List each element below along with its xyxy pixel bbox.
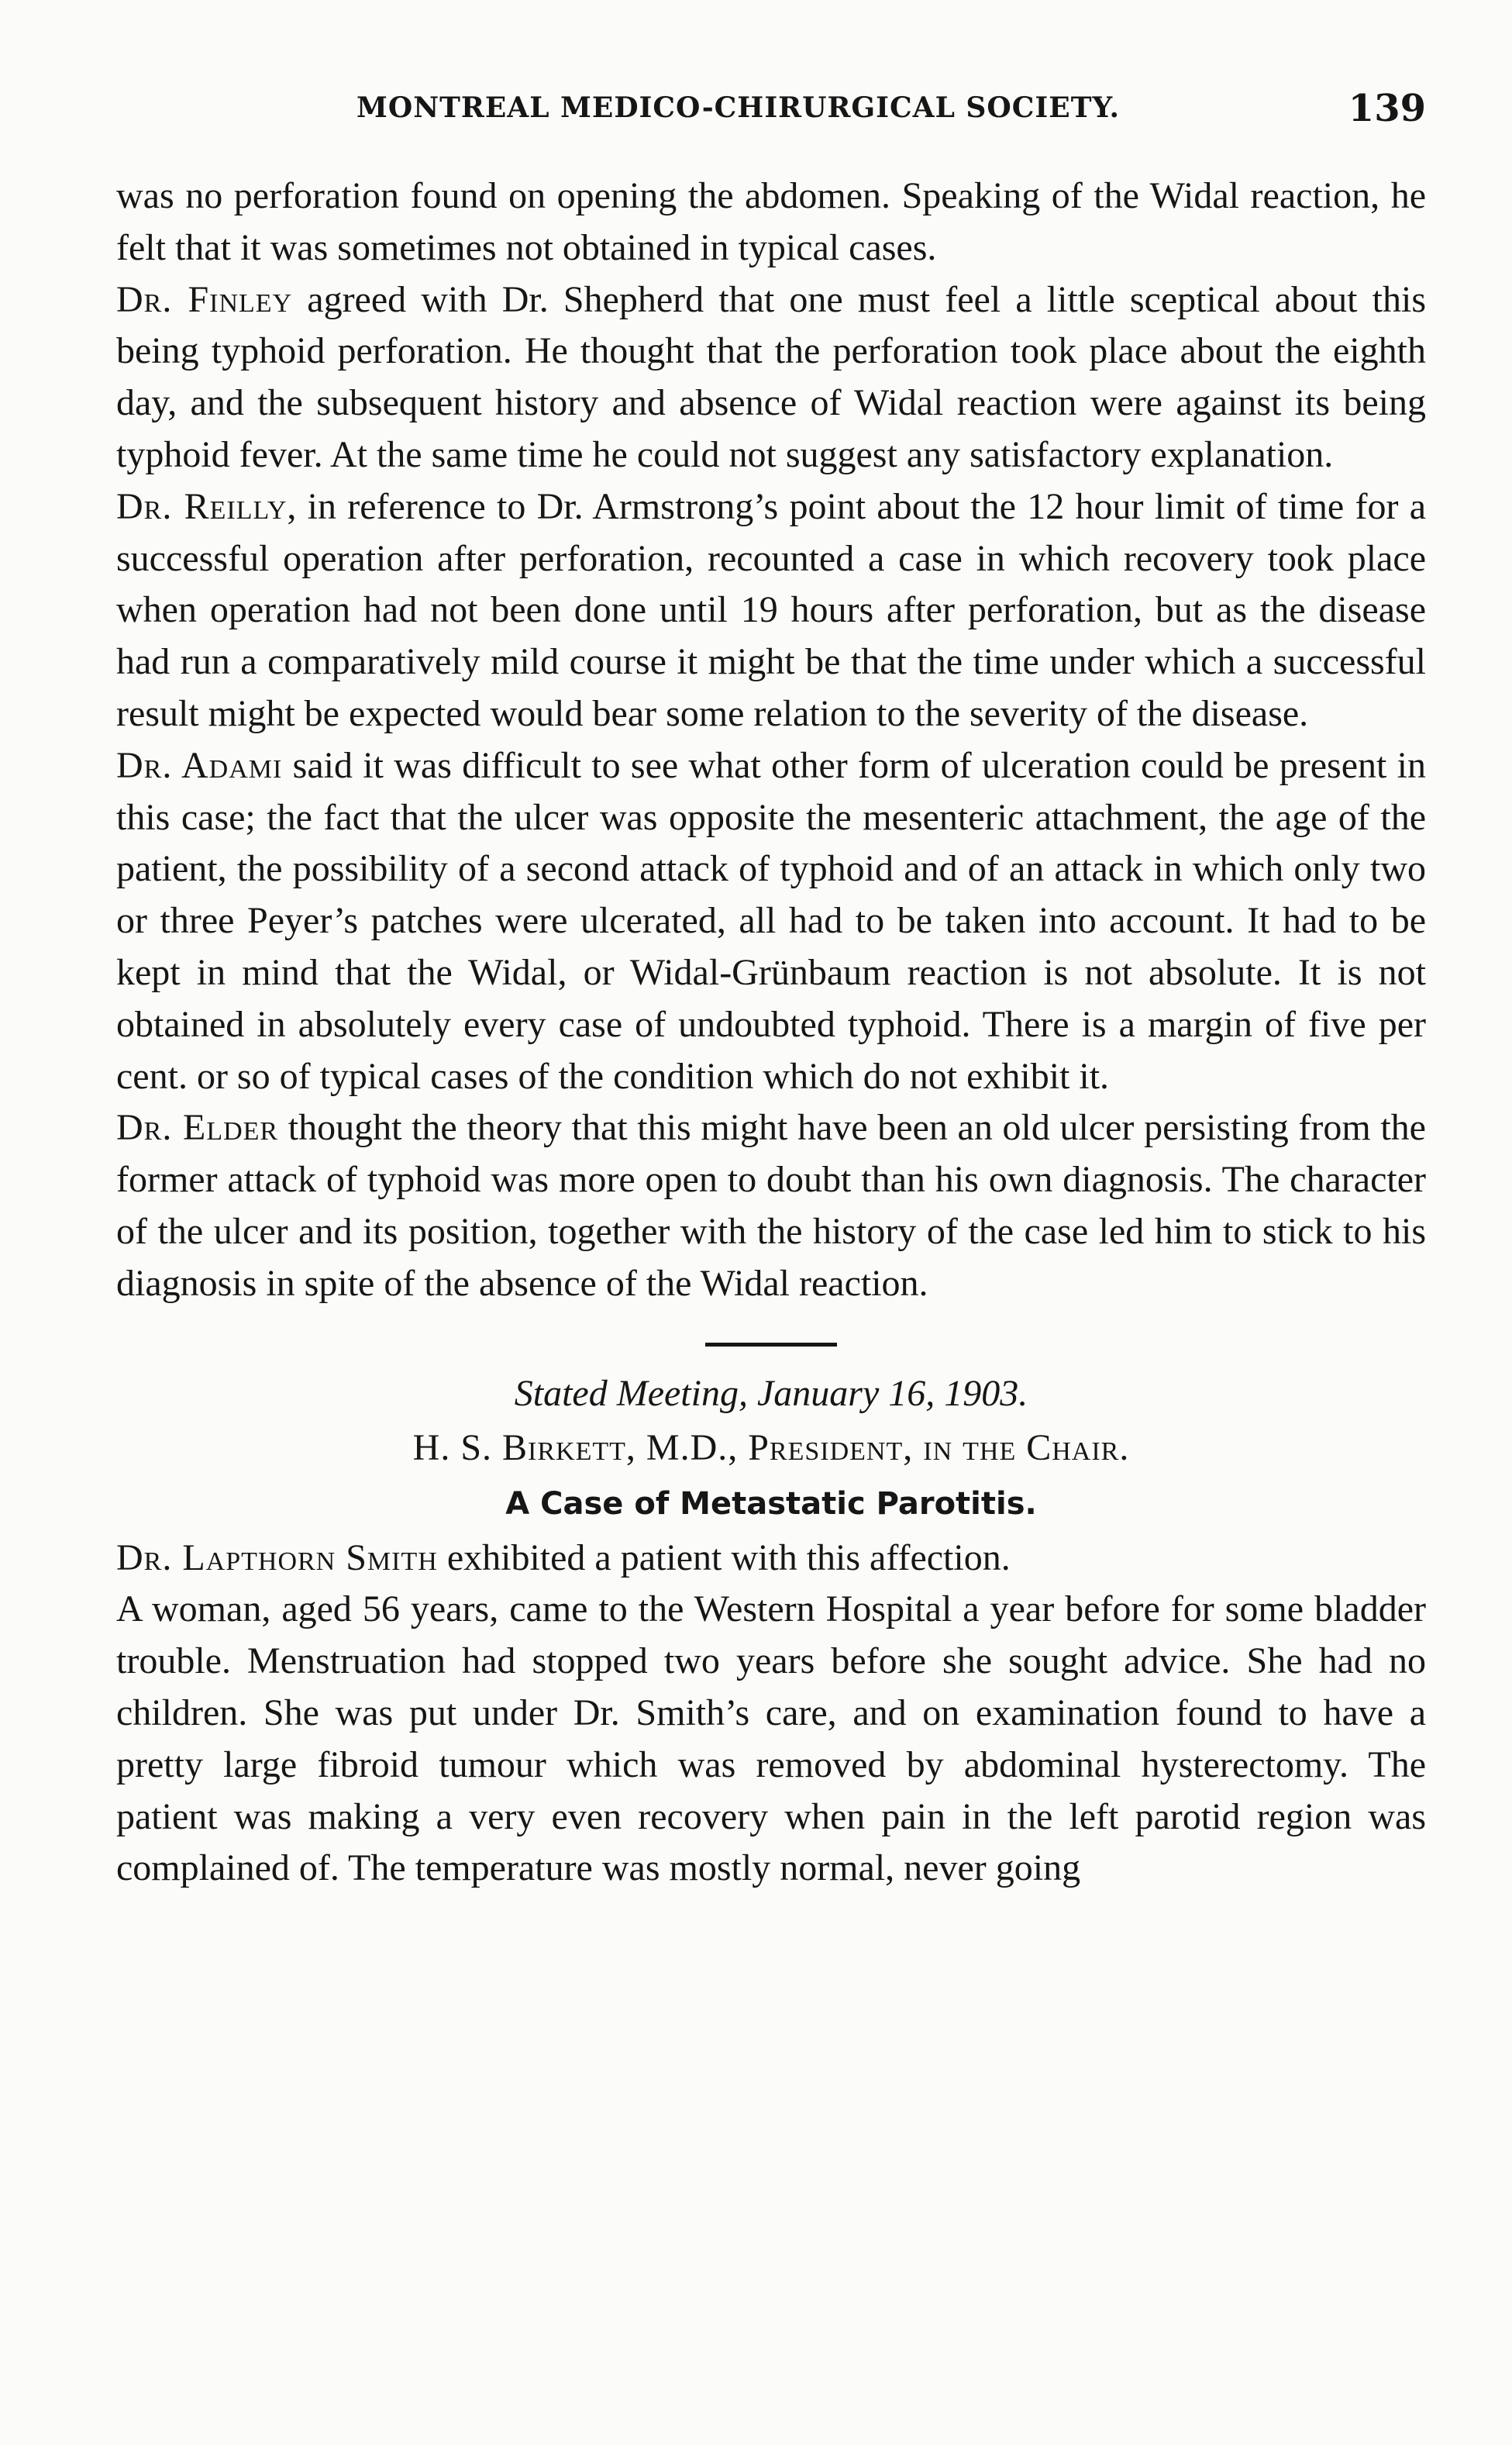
page-body	[116, 171, 1426, 1895]
paragraph-case-history: A woman, aged 56 years, came to the Western Hospital a year before for some bladder trouble. Menstruation had stopped two years before she sought advice. She had no children. She was put under Dr. Smith’s care, and on examination found to have a pretty large fibroid tumour which was removed by abdominal hysterectomy. The patient was making a very even recovery when pain in the left parotid region was complained of. The temperature was mostly normal, never going	[116, 1588, 1426, 1889]
paragraph-lapthorn-smith: Dr. Lapthorn Smith exhibited a patient with this affection.	[116, 1536, 1011, 1578]
paragraph-elder: Dr. Elder thought the theory that this might have been an old ulcer persisting from the former attack of typhoid was more open to doubt than his own diagnosis. The character of the ulcer and its position, together with the history of the case led him to stick to his diagnosis in spite of the absence of the Widal reaction.	[116, 1107, 1426, 1304]
page-header	[116, 84, 1426, 138]
running-title: MONTREAL MEDICO-CHIRURGICAL SOCIETY.	[356, 91, 1121, 124]
speaker-name: Dr. Lapthorn Smith	[116, 1536, 438, 1578]
paragraph-finley: Dr. Finley agreed with Dr. Shepherd that one must feel a little sceptical about this being typhoid perforation. He thought that the perforation took place about the eighth day, and the subsequent history and absence of Widal reaction were against its being typhoid fever. At the same time he could not suggest any satisfactory explanation.	[116, 278, 1426, 475]
meeting-date: Stated Meeting, January 16, 1903.	[514, 1372, 1028, 1414]
paragraph-reilly: Dr. Reilly, in reference to Dr. Armstrong’s point about the 12 hour limit of time for a successful operation after perforation, recounted a case in which recovery took place when operation had not been done until 19 hours after perforation, but as the disease had run a comparatively mild course it might be that the time under which a successful result might be expected would bear some relation to the severity of the disease.	[116, 485, 1427, 734]
section-divider	[705, 1343, 837, 1347]
meeting-chair: H. S. Birkett, M.D., President, in the Chair.	[412, 1426, 1130, 1468]
case-title: A Case of Metastatic Parotitis.	[505, 1485, 1037, 1522]
speaker-name: Dr. Finley	[116, 278, 293, 320]
page-number: 139	[1348, 87, 1426, 130]
paragraph-continuation: was no perforation found on opening the abdomen. Speaking of the Widal reaction, he felt that it was sometimes not obtained in typical cases.	[116, 175, 1426, 268]
speaker-name: Dr. Adami	[116, 744, 283, 786]
speaker-name: Dr. Reilly	[116, 485, 288, 527]
speaker-name: Dr. Elder	[116, 1107, 279, 1149]
paragraph-adami: Dr. Adami said it was difficult to see what other form of ulceration could be present in this case; the fact that the ulcer was opposite the mesenteric attachment, the age of the patient, the possibility of a second attack of typhoid and of an attack in which only two or three Peyer’s patches were ulcerated, all had to be taken into account. It had to be kept in mind that the Widal, or Widal-Grünbaum reaction is not absolute. It is not obtained in absolutely every case of undoubted typhoid. There is a margin of five per cent. or so of typical cases of the condition which do not exhibit it.	[116, 744, 1426, 1097]
